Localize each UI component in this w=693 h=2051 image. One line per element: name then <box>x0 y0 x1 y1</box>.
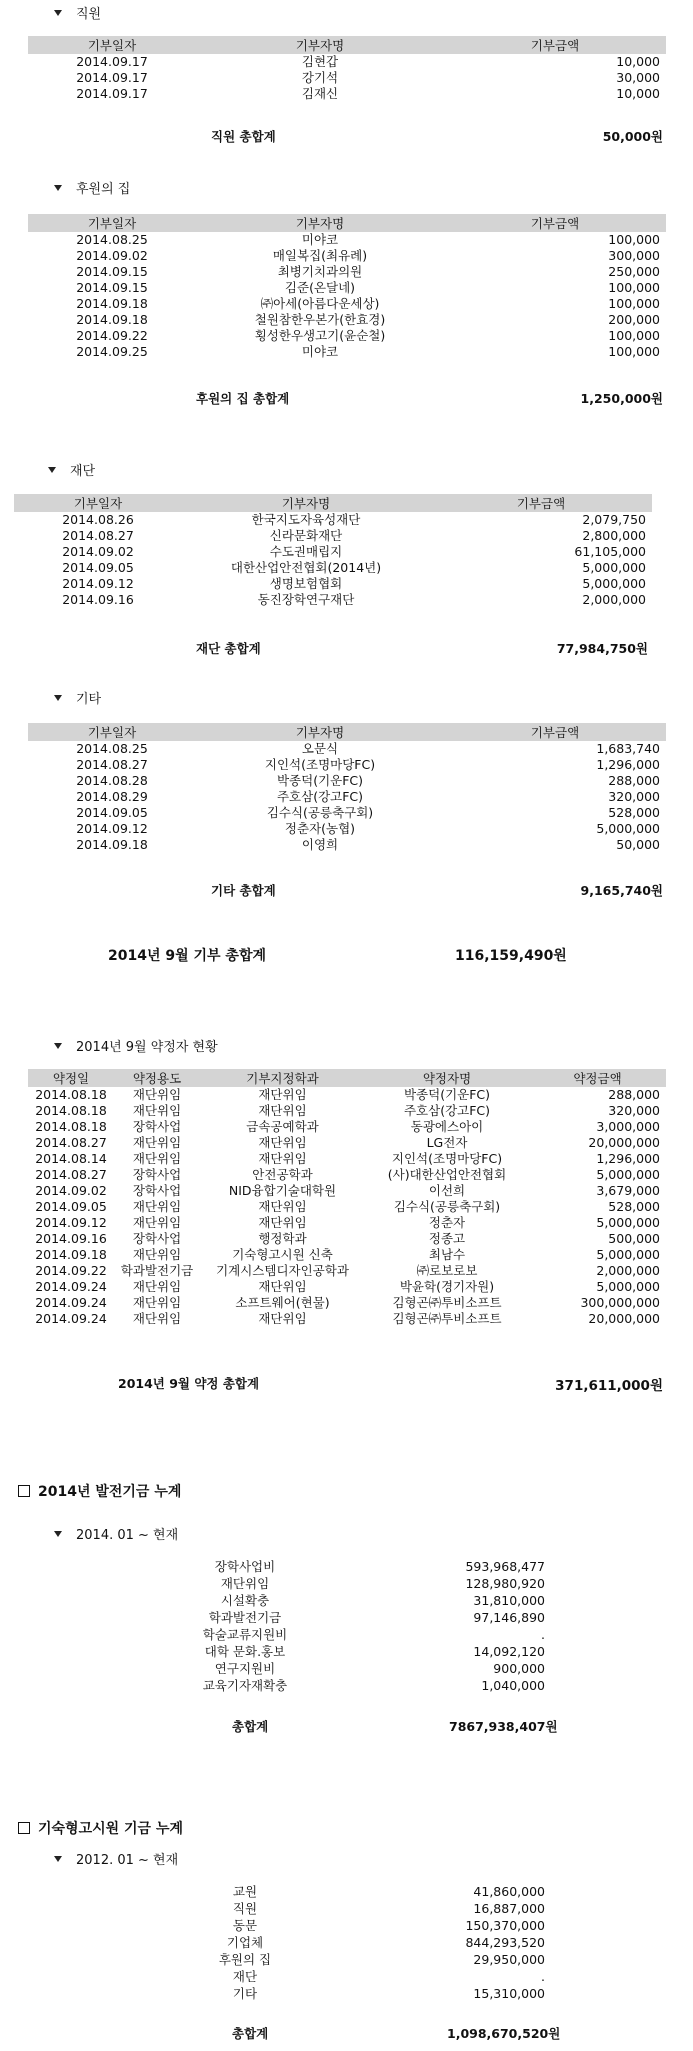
table-cell: 100,000 <box>608 280 660 295</box>
table-cell: 100,000 <box>608 344 660 359</box>
sponsor-house-total-value: 1,250,000원 <box>580 391 663 406</box>
list-item <box>190 1643 550 1660</box>
donation-grand-total-label: 2014년 9월 기부 총합계 <box>108 948 266 964</box>
table-cell: 재단위임 <box>258 1135 307 1150</box>
list-item <box>190 1968 550 1985</box>
item-label: 학술교류지원비 <box>202 1627 288 1642</box>
table-cell: 2014.09.17 <box>76 86 148 101</box>
table-cell: 2014.09.02 <box>76 248 148 263</box>
table-cell: 2014.09.12 <box>62 576 134 591</box>
table-cell: 재단위임 <box>132 1135 182 1150</box>
table-cell: 재단위임 <box>132 1103 182 1118</box>
table-cell: 이영희 <box>301 837 339 852</box>
col-date: 기부일자 <box>28 723 196 741</box>
item-label: 직원 <box>232 1901 258 1916</box>
table-cell: 2014.08.18 <box>35 1119 107 1134</box>
item-label: 동문 <box>232 1918 258 1933</box>
table-cell: ㈜아세(아름다운세상) <box>260 296 380 311</box>
table-cell: 2014.09.22 <box>76 328 148 343</box>
list-item <box>190 1677 550 1694</box>
table-cell: 5,000,000 <box>596 1279 660 1294</box>
item-value: . <box>541 1627 545 1642</box>
table-cell: 2014.09.05 <box>76 805 148 820</box>
table-cell: 박종덕(기운FC) <box>403 1087 491 1102</box>
table-cell: 3,000,000 <box>596 1119 660 1134</box>
table-cell: 한국지도자육성재단 <box>251 512 361 527</box>
table-row <box>28 280 666 296</box>
table-cell: 장학사업 <box>132 1183 182 1198</box>
etc-table <box>28 723 666 853</box>
table-cell: 100,000 <box>608 232 660 247</box>
pledge-rows <box>28 1087 666 1327</box>
list-item <box>190 1660 550 1677</box>
table-cell: 강기석 <box>301 70 339 85</box>
table-row <box>28 232 666 248</box>
square-bullet-icon <box>18 1822 30 1834</box>
table-cell: 2014.09.02 <box>35 1183 107 1198</box>
table-cell: 재단위임 <box>258 1311 307 1326</box>
table-cell: 김준(온달네) <box>284 280 356 295</box>
table-cell: 생명보험협회 <box>269 576 343 591</box>
table-cell: 5,000,000 <box>582 560 646 575</box>
table-cell: 2014.09.18 <box>76 312 148 327</box>
table-cell: 50,000 <box>616 837 660 852</box>
table-row <box>28 1119 666 1135</box>
col-date: 기부일자 <box>14 494 182 512</box>
table-row <box>28 741 666 757</box>
table-cell: 행정학과 <box>258 1231 307 1246</box>
table-row <box>28 1103 666 1119</box>
table-cell: 수도권매립지 <box>269 544 343 559</box>
col-amount: 기부금액 <box>444 36 666 54</box>
dormfund-period: 2012. 01 ~ 현재 <box>54 1849 178 1868</box>
item-value: 97,146,890 <box>473 1610 545 1625</box>
table-cell: 2014.09.24 <box>35 1295 107 1310</box>
table-cell: 2,800,000 <box>582 528 646 543</box>
table-cell: 2,000,000 <box>596 1263 660 1278</box>
table-row <box>28 837 666 853</box>
table-row <box>14 560 652 576</box>
table-cell: 2014.08.28 <box>76 773 148 788</box>
sponsor-house-table <box>28 214 666 360</box>
table-row <box>28 1199 666 1215</box>
section-sponsor-house-title: 후원의 집 <box>54 178 130 197</box>
table-cell: 2014.08.27 <box>35 1135 107 1150</box>
table-cell: 2014.09.18 <box>35 1247 107 1262</box>
table-cell: 재단위임 <box>258 1199 307 1214</box>
table-cell: 철원참한우본가(한효경) <box>254 312 386 327</box>
table-cell: 1,296,000 <box>596 1151 660 1166</box>
table-cell: 재단위임 <box>132 1279 182 1294</box>
table-cell: 소프트웨어(현물) <box>235 1295 330 1310</box>
pledge-total-label: 2014년 9월 약정 총합계 <box>118 1376 260 1391</box>
dormfund-list <box>190 1883 550 2002</box>
section-etc-title: 기타 <box>54 688 101 707</box>
table-cell: 2014.09.16 <box>62 592 134 607</box>
table-cell: 2014.08.14 <box>35 1151 107 1166</box>
table-cell: 5,000,000 <box>596 821 660 836</box>
item-value: 900,000 <box>493 1661 545 1676</box>
table-row <box>28 264 666 280</box>
item-value: 128,980,920 <box>465 1576 545 1591</box>
table-cell: 61,105,000 <box>574 544 646 559</box>
col-amount: 기부금액 <box>430 494 652 512</box>
table-cell: 신라문화재단 <box>269 528 343 543</box>
pledge-table <box>28 1069 666 1327</box>
table-row <box>28 248 666 264</box>
list-item <box>190 1951 550 1968</box>
table-row <box>28 789 666 805</box>
table-cell: 5,000,000 <box>596 1215 660 1230</box>
col-donor: 기부자명 <box>182 494 430 512</box>
table-cell: 재단위임 <box>132 1087 182 1102</box>
table-cell: 2014.08.27 <box>35 1167 107 1182</box>
bullet-down-icon <box>54 1043 62 1049</box>
table-row <box>28 1247 666 1263</box>
fund2014-total-value: 7867,938,407원 <box>449 1719 558 1734</box>
table-row <box>28 1295 666 1311</box>
item-label: 교원 <box>232 1884 258 1899</box>
item-label: 연구지원비 <box>214 1661 276 1676</box>
staff-total-value: 50,000원 <box>602 129 663 144</box>
table-cell: 2014.08.25 <box>76 741 148 756</box>
list-item <box>190 1558 550 1575</box>
donation-grand-total-value: 116,159,490원 <box>455 948 567 964</box>
table-cell: 20,000,000 <box>588 1135 660 1150</box>
fund2014-period: 2014. 01 ~ 현재 <box>54 1524 178 1543</box>
table-cell: 250,000 <box>608 264 660 279</box>
dormfund-total-label: 총합계 <box>232 2026 269 2041</box>
table-cell: 2014.08.26 <box>62 512 134 527</box>
table-header <box>28 1069 666 1087</box>
table-cell: 200,000 <box>608 312 660 327</box>
table-row <box>28 1151 666 1167</box>
table-cell: ㈜로보로보 <box>416 1263 478 1278</box>
table-cell: 300,000,000 <box>580 1295 660 1310</box>
table-row <box>28 1311 666 1327</box>
col-pledge-amount: 약정금액 <box>529 1069 666 1087</box>
col-pledger: 약정자명 <box>365 1069 529 1087</box>
col-donor: 기부자명 <box>196 214 444 232</box>
table-cell: 2014.08.29 <box>76 789 148 804</box>
table-cell: 10,000 <box>616 86 660 101</box>
item-label: 장학사업비 <box>214 1559 276 1574</box>
table-cell: 재단위임 <box>132 1311 182 1326</box>
item-value: . <box>541 1969 545 1984</box>
bullet-down-icon <box>54 10 62 16</box>
list-item <box>190 1917 550 1934</box>
table-cell: 정춘자 <box>428 1215 466 1230</box>
list-item <box>190 1626 550 1643</box>
foundation-total-label: 재단 총합계 <box>196 641 261 656</box>
fund2014-total-label: 총합계 <box>232 1719 269 1734</box>
table-cell: 5,000,000 <box>582 576 646 591</box>
table-cell: 5,000,000 <box>596 1167 660 1182</box>
table-cell: 2014.08.18 <box>35 1087 107 1102</box>
table-row <box>28 1183 666 1199</box>
square-bullet-icon <box>18 1485 30 1497</box>
table-cell: 2,000,000 <box>582 592 646 607</box>
foundation-table <box>14 494 652 608</box>
table-cell: 2014.09.02 <box>62 544 134 559</box>
table-cell: 2014.09.17 <box>76 54 148 69</box>
table-cell: 2,079,750 <box>582 512 646 527</box>
item-value: 14,092,120 <box>473 1644 545 1659</box>
table-cell: 미야코 <box>301 344 339 359</box>
item-label: 대학 문화.홍보 <box>204 1644 286 1659</box>
section-foundation-title: 재단 <box>48 460 95 479</box>
table-cell: 2014.09.15 <box>76 280 148 295</box>
table-cell: 장학사업 <box>132 1231 182 1246</box>
table-cell: 320,000 <box>608 1103 660 1118</box>
table-cell: 1,296,000 <box>596 757 660 772</box>
table-cell: 미야코 <box>301 232 339 247</box>
table-cell: 지인석(조명마당FC) <box>264 757 376 772</box>
table-cell: 동광에스아이 <box>410 1119 484 1134</box>
table-header <box>28 214 666 232</box>
table-cell: 김재신 <box>301 86 339 101</box>
table-cell: 정종고 <box>428 1231 466 1246</box>
list-item <box>190 1883 550 1900</box>
table-cell: 김형곤㈜투비소프트 <box>392 1311 502 1326</box>
table-cell: 동진장학연구재단 <box>257 592 355 607</box>
fund2014-heading: 2014년 발전기금 누계 <box>18 1481 181 1501</box>
table-cell: 김수식(공릉축구회) <box>393 1199 501 1214</box>
table-row <box>28 1135 666 1151</box>
table-cell: 재단위임 <box>258 1087 307 1102</box>
item-label: 기업체 <box>226 1935 264 1950</box>
col-pledge-date: 약정일 <box>28 1069 114 1087</box>
table-cell: 288,000 <box>608 773 660 788</box>
list-item <box>190 1575 550 1592</box>
table-row <box>28 1167 666 1183</box>
table-cell: 안전공학과 <box>252 1167 313 1182</box>
staff-rows <box>28 54 666 102</box>
table-cell: 재단위임 <box>258 1279 307 1294</box>
table-cell: 2014.09.18 <box>76 837 148 852</box>
table-cell: 2014.09.15 <box>76 264 148 279</box>
etc-total-label: 기타 총합계 <box>211 883 276 898</box>
table-cell: 300,000 <box>608 248 660 263</box>
dormfund-total-value: 1,098,670,520원 <box>447 2026 561 2041</box>
foundation-total-value: 77,984,750원 <box>556 641 648 656</box>
list-item <box>190 1985 550 2002</box>
col-donor: 기부자명 <box>196 36 444 54</box>
item-value: 15,310,000 <box>473 1986 545 2001</box>
table-cell: 재단위임 <box>258 1215 307 1230</box>
table-row <box>28 70 666 86</box>
sponsor-house-rows <box>28 232 666 360</box>
table-cell: 이선희 <box>428 1183 466 1198</box>
table-row <box>28 773 666 789</box>
table-cell: 100,000 <box>608 296 660 311</box>
bullet-down-icon <box>54 695 62 701</box>
table-cell: 2014.09.22 <box>35 1263 107 1278</box>
table-cell: 2014.08.18 <box>35 1103 107 1118</box>
item-label: 시설확충 <box>220 1593 270 1608</box>
item-label: 교육기자재확충 <box>202 1678 288 1693</box>
bullet-down-icon <box>54 185 62 191</box>
table-cell: LG전자 <box>426 1135 468 1150</box>
table-cell: 주호삼(강고FC) <box>276 789 364 804</box>
list-item <box>190 1592 550 1609</box>
table-row <box>28 312 666 328</box>
table-cell: 500,000 <box>608 1231 660 1246</box>
table-row <box>28 344 666 360</box>
bullet-down-icon <box>54 1531 62 1537</box>
table-cell: 재단위임 <box>132 1199 182 1214</box>
staff-table <box>28 36 666 102</box>
table-row <box>28 328 666 344</box>
item-value: 31,810,000 <box>473 1593 545 1608</box>
table-cell: 기숙형고시원 신축 <box>232 1247 333 1262</box>
item-value: 593,968,477 <box>465 1559 545 1574</box>
section-pledge-title: 2014년 9월 약정자 현황 <box>54 1036 218 1055</box>
dormfund-heading: 기숙형고시원 기금 누계 <box>18 1818 183 1838</box>
item-label: 후원의 집 <box>218 1952 272 1967</box>
table-cell: 10,000 <box>616 54 660 69</box>
col-amount: 기부금액 <box>444 214 666 232</box>
table-row <box>14 544 652 560</box>
table-row <box>28 1231 666 1247</box>
col-donor: 기부자명 <box>196 723 444 741</box>
item-label: 기타 <box>232 1986 258 2001</box>
table-row <box>28 1215 666 1231</box>
table-cell: (사)대한산업안전협회 <box>387 1167 507 1182</box>
table-row <box>28 1087 666 1103</box>
table-cell: NID융합기술대학원 <box>228 1183 337 1198</box>
item-value: 29,950,000 <box>473 1952 545 1967</box>
table-header <box>28 36 666 54</box>
table-row <box>14 592 652 608</box>
table-row <box>14 528 652 544</box>
table-cell: 김현갑 <box>301 54 339 69</box>
table-cell: 박윤학(경기자원) <box>399 1279 495 1294</box>
table-cell: 학과발전기금 <box>120 1263 194 1278</box>
table-row <box>28 805 666 821</box>
table-cell: 재단위임 <box>132 1215 182 1230</box>
table-cell: 2014.09.24 <box>35 1311 107 1326</box>
item-value: 16,887,000 <box>473 1901 545 1916</box>
pledge-total-value: 371,611,000원 <box>555 1378 663 1394</box>
bullet-down-icon <box>54 1856 62 1862</box>
table-cell: 재단위임 <box>132 1295 182 1310</box>
col-designated-dept: 기부지정학과 <box>200 1069 365 1087</box>
table-cell: 2014.09.12 <box>35 1215 107 1230</box>
table-cell: 주호삼(강고FC) <box>403 1103 491 1118</box>
table-row <box>28 296 666 312</box>
list-item <box>190 1609 550 1626</box>
table-cell: 2014.09.18 <box>76 296 148 311</box>
col-date: 기부일자 <box>28 36 196 54</box>
table-row <box>28 821 666 837</box>
table-row <box>28 1279 666 1295</box>
table-cell: 528,000 <box>608 1199 660 1214</box>
list-item <box>190 1934 550 1951</box>
table-cell: 오문식 <box>301 741 339 756</box>
item-value: 1,040,000 <box>481 1678 545 1693</box>
table-row <box>28 757 666 773</box>
table-cell: 2014.09.17 <box>76 70 148 85</box>
table-cell: 288,000 <box>608 1087 660 1102</box>
sponsor-house-total-label: 후원의 집 총합계 <box>196 391 290 406</box>
table-cell: 횡성한우생고기(윤순철) <box>254 328 386 343</box>
table-cell: 2014.09.05 <box>35 1199 107 1214</box>
table-cell: 2014.09.16 <box>35 1231 107 1246</box>
table-cell: 재단위임 <box>132 1151 182 1166</box>
table-cell: 2014.09.12 <box>76 821 148 836</box>
table-cell: 김형곤㈜투비소프트 <box>392 1295 502 1310</box>
table-row <box>14 576 652 592</box>
table-cell: 2014.09.24 <box>35 1279 107 1294</box>
table-row <box>28 54 666 70</box>
section-staff-title: 직원 <box>54 3 101 22</box>
table-cell: 금속공예학과 <box>246 1119 319 1134</box>
table-cell: 3,679,000 <box>596 1183 660 1198</box>
table-cell: 2014.08.27 <box>62 528 134 543</box>
table-cell: 2014.08.27 <box>76 757 148 772</box>
table-cell: 대한산업안전협회(2014년) <box>230 560 382 575</box>
table-header <box>14 494 652 512</box>
item-value: 150,370,000 <box>465 1918 545 1933</box>
table-cell: 528,000 <box>608 805 660 820</box>
item-label: 학과발전기금 <box>208 1610 282 1625</box>
table-cell: 김수식(공릉축구회) <box>266 805 374 820</box>
table-cell: 재단위임 <box>132 1247 182 1262</box>
table-cell: 장학사업 <box>132 1119 182 1134</box>
table-cell: 최병기치과의원 <box>277 264 363 279</box>
table-cell: 2014.09.25 <box>76 344 148 359</box>
table-cell: 기계시스템디자인공학과 <box>216 1263 349 1278</box>
item-value: 41,860,000 <box>473 1884 545 1899</box>
item-label: 재단위임 <box>220 1576 270 1591</box>
table-cell: 지인석(조명마당FC) <box>391 1151 503 1166</box>
table-cell: 박종덕(기운FC) <box>276 773 364 788</box>
foundation-rows <box>14 512 652 608</box>
item-label: 재단 <box>232 1969 258 1984</box>
table-row <box>14 512 652 528</box>
table-cell: 정춘자(농협) <box>284 821 356 836</box>
table-cell: 30,000 <box>616 70 660 85</box>
table-cell: 320,000 <box>608 789 660 804</box>
table-cell: 2014.09.05 <box>62 560 134 575</box>
col-amount: 기부금액 <box>444 723 666 741</box>
item-value: 844,293,520 <box>465 1935 545 1950</box>
col-date: 기부일자 <box>28 214 196 232</box>
list-item <box>190 1900 550 1917</box>
table-cell: 20,000,000 <box>588 1311 660 1326</box>
staff-total-label: 직원 총합계 <box>211 129 276 144</box>
table-cell: 재단위임 <box>258 1151 307 1166</box>
table-cell: 재단위임 <box>258 1103 307 1118</box>
table-cell: 1,683,740 <box>596 741 660 756</box>
table-cell: 매일복집(최유례) <box>272 248 368 263</box>
bullet-down-icon <box>48 467 56 473</box>
table-row <box>28 1263 666 1279</box>
table-cell: 최남수 <box>428 1247 466 1262</box>
col-pledge-purpose: 약정용도 <box>114 1069 200 1087</box>
etc-rows <box>28 741 666 853</box>
table-row <box>28 86 666 102</box>
table-cell: 100,000 <box>608 328 660 343</box>
table-header <box>28 723 666 741</box>
table-cell: 5,000,000 <box>596 1247 660 1262</box>
table-cell: 장학사업 <box>132 1167 182 1182</box>
table-cell: 2014.08.25 <box>76 232 148 247</box>
fund2014-list <box>190 1558 550 1694</box>
etc-total-value: 9,165,740원 <box>580 883 663 898</box>
